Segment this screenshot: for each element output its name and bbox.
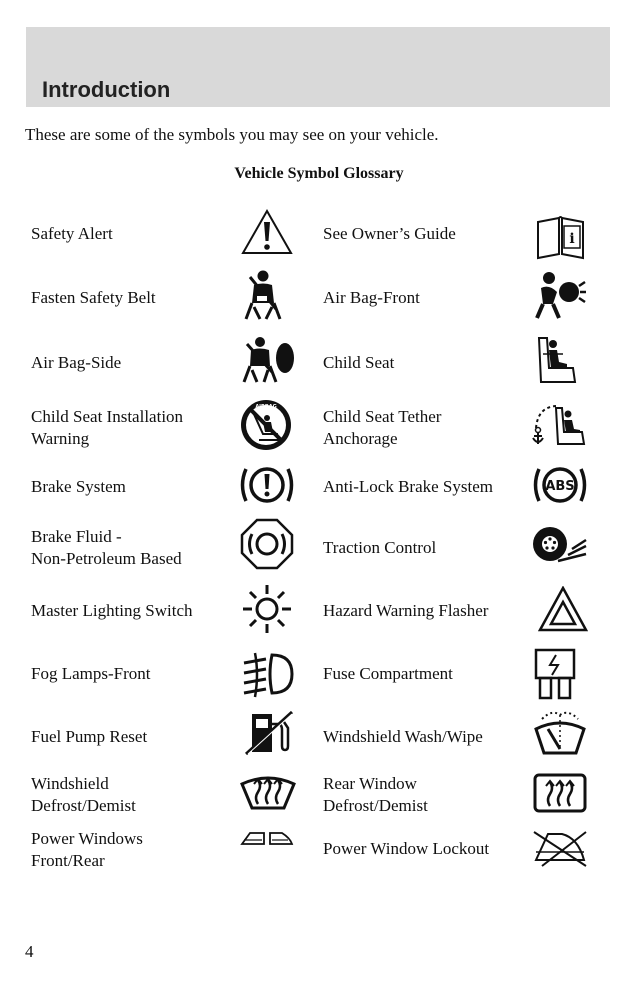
symbol-label: Fasten Safety Belt <box>31 288 156 307</box>
airbag-side-icon <box>240 336 296 386</box>
symbol-label: Child Seat Installation <box>31 407 184 426</box>
window-lockout-icon <box>532 828 588 868</box>
symbol-label: Fuel Pump Reset <box>31 727 148 746</box>
tether-anchor-icon <box>530 402 586 448</box>
symbol-label: Traction Control <box>323 538 437 557</box>
symbol-label: Air Bag-Front <box>323 288 420 307</box>
brake-fluid-icon <box>240 518 294 570</box>
power-windows-icon <box>240 830 294 846</box>
lighting-switch-icon <box>240 583 294 635</box>
hazard-icon <box>538 586 588 632</box>
symbol-label: Master Lighting Switch <box>31 601 193 620</box>
brake-system-icon <box>238 462 296 508</box>
traction-control-icon <box>532 524 588 566</box>
section-title: Introduction <box>42 77 171 102</box>
child-seat-icon <box>533 334 579 386</box>
intro-text: These are some of the symbols you may see on your vehicle. <box>25 125 439 144</box>
symbol-label: Child Seat <box>323 353 395 372</box>
symbol-label: Defrost/Demist <box>31 796 136 815</box>
symbol-label: Anti-Lock Brake System <box>323 477 493 496</box>
svg-text:AIRBAG: AIRBAG <box>255 404 277 410</box>
symbol-label: Hazard Warning Flasher <box>323 601 489 620</box>
symbol-label: Power Window Lockout <box>323 839 490 858</box>
symbol-label: Anchorage <box>323 429 398 448</box>
svg-text:ABS: ABS <box>545 479 575 494</box>
abs-icon <box>531 462 589 508</box>
symbol-label: Air Bag-Side <box>31 353 122 372</box>
safety-alert-icon <box>240 208 294 256</box>
symbol-label: Windshield <box>31 774 109 793</box>
fuel-pump-icon <box>244 710 294 756</box>
symbol-label: Warning <box>31 429 90 448</box>
washer-wiper-icon <box>532 709 588 757</box>
page-number: 4 <box>25 942 34 961</box>
fog-lamp-icon <box>240 649 296 699</box>
glossary-title: Vehicle Symbol Glossary <box>234 165 404 182</box>
symbol-label: Safety Alert <box>31 224 113 243</box>
windshield-defrost-icon <box>240 774 296 812</box>
symbol-label: Fuse Compartment <box>323 664 453 683</box>
symbol-label: Child Seat Tether <box>323 407 442 426</box>
airbag-front-icon <box>533 270 587 322</box>
symbol-label: Non-Petroleum Based <box>31 549 182 568</box>
symbol-label: Power Windows <box>31 829 143 848</box>
symbol-label: See Owner’s Guide <box>323 224 456 243</box>
rear-defrost-icon <box>532 772 588 814</box>
symbol-label: Brake System <box>31 477 126 496</box>
symbol-label: Brake Fluid - <box>31 527 122 546</box>
symbol-label: Windshield Wash/Wipe <box>323 727 483 746</box>
symbol-label: Defrost/Demist <box>323 796 428 815</box>
symbol-label: Rear Window <box>323 774 417 793</box>
owners-guide-icon <box>535 214 587 260</box>
symbol-label: Fog Lamps-Front <box>31 664 151 683</box>
symbol-label: Front/Rear <box>31 851 105 870</box>
svg-text:i: i <box>569 231 575 247</box>
safety-belt-icon <box>240 269 286 323</box>
section-header <box>26 27 610 107</box>
child-seat-warning-icon <box>239 398 293 452</box>
fuse-icon <box>534 648 576 700</box>
